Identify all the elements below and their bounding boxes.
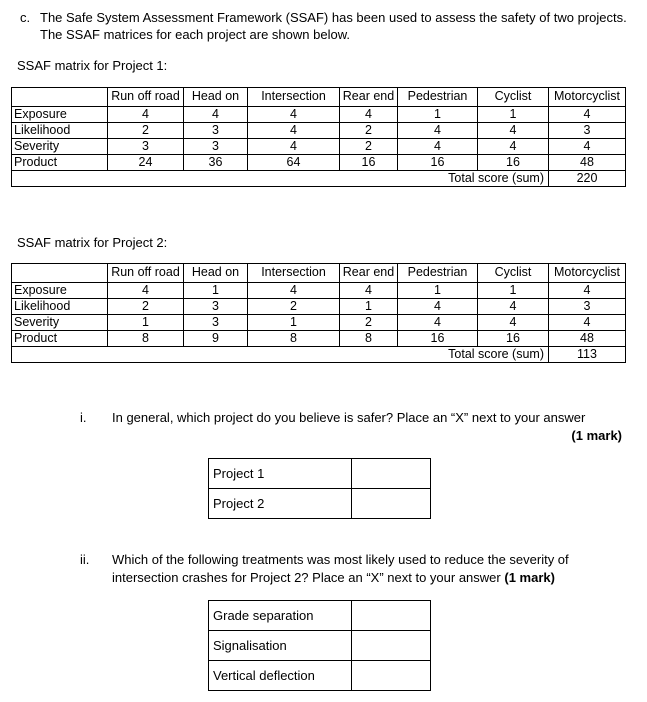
row-label: Severity: [12, 315, 108, 331]
col-header: Rear end: [340, 88, 398, 107]
project1-matrix: [11, 87, 626, 187]
cell: 4: [549, 283, 626, 299]
answer-box-signalisation[interactable]: [352, 631, 431, 661]
matrix-row-likelihood: [12, 299, 626, 315]
cell: 3: [184, 299, 248, 315]
answer-row: [209, 489, 431, 519]
matrix-total-row: [12, 171, 626, 187]
cell: 8: [340, 331, 398, 347]
cell: 4: [478, 139, 549, 155]
cell: 2: [248, 299, 340, 315]
row-label: Product: [12, 155, 108, 171]
col-header: Pedestrian: [398, 264, 478, 283]
cell: 9: [184, 331, 248, 347]
cell: 4: [184, 107, 248, 123]
col-header: Run off road: [108, 264, 184, 283]
cell: 3: [549, 123, 626, 139]
row-label: Product: [12, 331, 108, 347]
question-text: Which of the following treatments was most likely used to reduce the severity of intersection crashes for Project 2? Place an “X” next to your answer: [112, 552, 569, 585]
cell: 16: [478, 155, 549, 171]
cell: 3: [549, 299, 626, 315]
cell: 8: [248, 331, 340, 347]
question-number: ii.: [80, 552, 90, 567]
mark-label: (1 mark): [571, 428, 622, 443]
total-value: 220: [549, 171, 626, 187]
cell: 1: [340, 299, 398, 315]
col-header: Head on: [184, 264, 248, 283]
row-label: Severity: [12, 139, 108, 155]
cell: 1: [248, 315, 340, 331]
cell: 16: [398, 155, 478, 171]
question-ii-answer-table: [208, 600, 431, 691]
question-i: [80, 409, 630, 445]
cell: 24: [108, 155, 184, 171]
cell: 1: [478, 283, 549, 299]
matrix-row-exposure: [12, 107, 626, 123]
cell: 16: [478, 331, 549, 347]
total-value: 113: [549, 347, 626, 363]
intro-text: The Safe System Assessment Framework (SSAF) has been used to assess the safety of two projects. The SSAF matrices for each project are shown below.: [40, 10, 627, 42]
cell: 4: [398, 315, 478, 331]
matrix-header-row: [12, 264, 626, 283]
answer-row: [209, 661, 431, 691]
answer-row: [209, 631, 431, 661]
col-header: Pedestrian: [398, 88, 478, 107]
answer-row: [209, 459, 431, 489]
cell: 4: [478, 299, 549, 315]
option-label: Project 1: [209, 459, 352, 489]
total-label: Total score (sum): [448, 171, 544, 185]
cell: 3: [108, 139, 184, 155]
cell: 4: [340, 283, 398, 299]
col-header: Intersection: [248, 264, 340, 283]
cell: 4: [549, 139, 626, 155]
cell: 8: [108, 331, 184, 347]
row-label: Exposure: [12, 283, 108, 299]
matrix-total-row: [12, 347, 626, 363]
cell: 4: [398, 299, 478, 315]
matrix-row-product: [12, 155, 626, 171]
cell: 4: [108, 283, 184, 299]
cell: 4: [248, 107, 340, 123]
col-header: Motorcyclist: [549, 264, 626, 283]
cell: 3: [184, 139, 248, 155]
option-label: Signalisation: [209, 631, 352, 661]
matrix-row-product: [12, 331, 626, 347]
cell: 4: [108, 107, 184, 123]
cell: 4: [248, 283, 340, 299]
cell: 1: [478, 107, 549, 123]
cell: 4: [248, 123, 340, 139]
question-ii: [80, 551, 630, 587]
cell: 4: [478, 123, 549, 139]
cell: 1: [184, 283, 248, 299]
matrix-row-severity: [12, 139, 626, 155]
matrix-row-severity: [12, 315, 626, 331]
col-header: Run off road: [108, 88, 184, 107]
answer-row: [209, 601, 431, 631]
cell: 1: [108, 315, 184, 331]
answer-box-vertical-deflection[interactable]: [352, 661, 431, 691]
project2-heading: SSAF matrix for Project 2:: [17, 235, 168, 250]
matrix-row-exposure: [12, 283, 626, 299]
cell: 4: [549, 315, 626, 331]
col-header: Intersection: [248, 88, 340, 107]
question-text: In general, which project do you believe is safer? Place an “X” next to your answer: [112, 410, 586, 425]
cell: 1: [398, 107, 478, 123]
cell: 4: [549, 107, 626, 123]
cell: 4: [340, 107, 398, 123]
question-number: i.: [80, 410, 87, 425]
cell: 2: [340, 139, 398, 155]
cell: 48: [549, 155, 626, 171]
cell: 48: [549, 331, 626, 347]
option-label: Vertical deflection: [209, 661, 352, 691]
question-label: c.: [20, 10, 31, 25]
project1-heading: SSAF matrix for Project 1:: [17, 58, 168, 73]
project2-matrix: [11, 263, 626, 363]
cell: 2: [108, 299, 184, 315]
matrix-row-likelihood: [12, 123, 626, 139]
cell: 36: [184, 155, 248, 171]
total-label: Total score (sum): [448, 347, 544, 361]
cell: 3: [184, 123, 248, 139]
answer-box-grade-separation[interactable]: [352, 601, 431, 631]
cell: 2: [340, 315, 398, 331]
cell: 2: [108, 123, 184, 139]
col-header: Motorcyclist: [549, 88, 626, 107]
answer-box-project-2[interactable]: [352, 489, 431, 519]
cell: 16: [398, 331, 478, 347]
row-label: Exposure: [12, 107, 108, 123]
question-i-answer-table: [208, 458, 431, 519]
cell: 4: [398, 139, 478, 155]
question-intro: [20, 9, 630, 43]
mark-label: (1 mark): [504, 570, 555, 585]
cell: 4: [478, 315, 549, 331]
row-label: Likelihood: [12, 123, 108, 139]
cell: 4: [248, 139, 340, 155]
cell: 1: [398, 283, 478, 299]
col-header: Cyclist: [478, 88, 549, 107]
row-label: Likelihood: [12, 299, 108, 315]
col-header: Cyclist: [478, 264, 549, 283]
cell: 4: [398, 123, 478, 139]
col-header: Head on: [184, 88, 248, 107]
cell: 3: [184, 315, 248, 331]
cell: 16: [340, 155, 398, 171]
option-label: Project 2: [209, 489, 352, 519]
matrix-header-row: [12, 88, 626, 107]
answer-box-project-1[interactable]: [352, 459, 431, 489]
cell: 64: [248, 155, 340, 171]
col-header: Rear end: [340, 264, 398, 283]
cell: 2: [340, 123, 398, 139]
option-label: Grade separation: [209, 601, 352, 631]
